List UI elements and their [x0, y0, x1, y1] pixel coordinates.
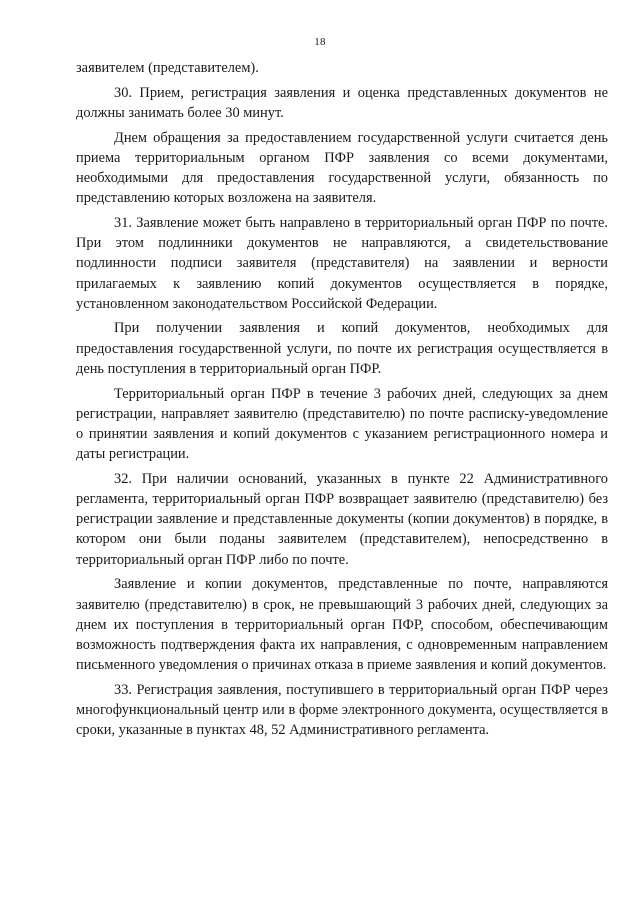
paragraph-item-33: 33. Регистрация заявления, поступившего в территориальный орган ПФР через многофункциональный центр или в форме электронного документа, осуществляется в сроки, указанные в пунктах 48, 52 Административного регламента.	[76, 681, 608, 739]
paragraph-item-31: 31. Заявление может быть направлено в территориальный орган ПФР по почте. При этом подлинники документов не направляются, а свидетельствование подлинности подписи заявителя (представителя) на заявлении и верности прилагаемых к заявлению копий документов осуществляется в порядке, установленном законодательством Российской Федерации.	[76, 214, 608, 312]
paragraph-day-of-application: Днем обращения за предоставлением государственной услуги считается день приема территориальным органом ПФР заявления со всеми документами, необходимыми для предоставления государственной услуги, обязанность по представлению которых возложена на заявителя.	[76, 129, 608, 207]
document-body	[76, 58, 608, 745]
paragraph-postal-registration: При получении заявления и копий документов, необходимых для предоставления государственной услуги, по почте их регистрация осуществляется в день поступления в территориальный орган ПФР.	[76, 320, 608, 377]
paragraph-continuation: заявителем (представителем).	[76, 60, 259, 76]
page-number: 18	[314, 36, 326, 48]
paragraph-return-by-mail: Заявление и копии документов, представленные по почте, направляются заявителю (представителю) в срок, не превышающий 3 рабочих дней, следующих за днем их поступления в территориальный орган ПФР, способом, обеспечивающим возможность подтверждения факта их направления, с одновременным направлением письменного уведомления о причинах отказа в приеме заявления и копий документов.	[76, 576, 608, 674]
paragraph-receipt-notification: Территориальный орган ПФР в течение 3 рабочих дней, следующих за днем регистрации, направляет заявителю (представителю) по почте расписку-уведомление о принятии заявления и копий документов с указанием регистрационного номера и даты регистрации.	[76, 385, 608, 463]
paragraph-item-32: 32. При наличии оснований, указанных в пункте 22 Административного регламента, территориальный орган ПФР возвращает заявителю (представителю) без регистрации заявление и представленные документы (копии документов) в порядке, в котором они были поданы заявителем (представителем), непосредственно в территориальный орган ПФР либо по почте.	[76, 470, 608, 568]
paragraph-item-30: 30. Прием, регистрация заявления и оценка представленных документов не должны занимать более 30 минут.	[76, 84, 608, 121]
